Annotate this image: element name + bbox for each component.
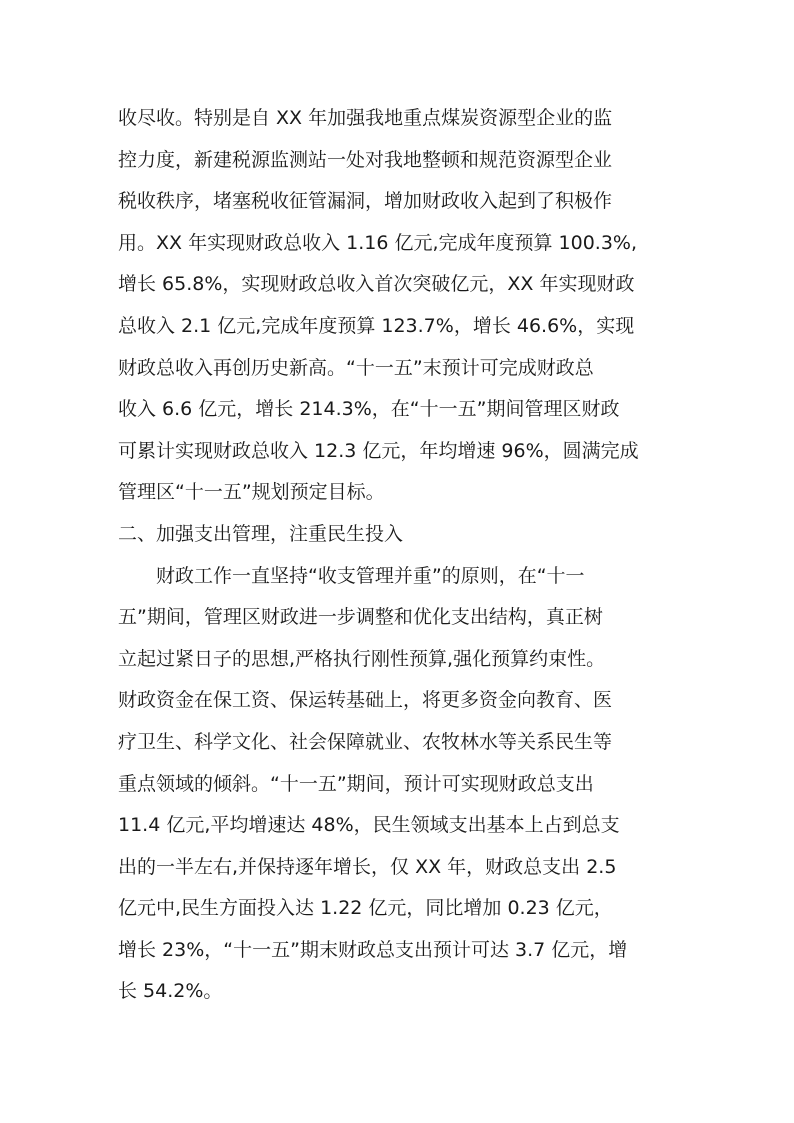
text-line: 财政工作一直坚持“收支管理并重”的原则，在“十一 [118, 564, 585, 587]
text-line: 财政资金在保工资、保运转基础上，将更多资金向教育、医 [118, 689, 613, 712]
text-line: 用。XX 年实现财政总收入 1.16 亿元,完成年度预算 100.3%, [118, 231, 638, 254]
text-line: 增长 23%，“十一五”期末财政总支出预计可达 3.7 亿元，增 [118, 938, 628, 961]
text-line: 疗卫生、科学文化、社会保障就业、农牧林水等关系民生等 [118, 730, 613, 753]
text-line: 出的一半左右,并保持逐年增长，仅 XX 年，财政总支出 2.5 [118, 855, 617, 878]
paragraph-expenditure [118, 556, 678, 1014]
text-line: 五”期间，管理区财政进一步调整和优化支出结构，真正树 [118, 606, 603, 629]
text-line: 立起过紧日子的思想,严格执行刚性预算,强化预算约束性。 [118, 647, 606, 670]
text-line: 收尽收。特别是自 XX 年加强我地重点煤炭资源型企业的监 [118, 107, 613, 129]
text-line: 总收入 2.1 亿元,完成年度预算 123.7%，增长 46.6%，实现 [118, 314, 635, 337]
document-body [118, 98, 678, 1013]
text-line: 控力度，新建税源监测站一处对我地整顿和规范资源型企业 [118, 148, 613, 171]
text-line: 重点领域的倾斜。“十一五”期间，预计可实现财政总支出 [118, 772, 594, 795]
paragraph-revenue [118, 98, 678, 514]
section-heading: 二、加强支出管理，注重民生投入 [118, 522, 404, 545]
text-line: 亿元中,民生方面投入达 1.22 亿元，同比增加 0.23 亿元， [118, 897, 613, 920]
text-line: 11.4 亿元,平均增速达 48%，民生领域支出基本上占到总支 [118, 814, 620, 837]
text-line: 管理区“十一五”规划预定目标。 [118, 481, 385, 504]
text-line: 可累计实现财政总收入 12.3 亿元，年均增速 96%，圆满完成 [118, 439, 639, 462]
text-line: 财政总收入再创历史新高。“十一五”末预计可完成财政总 [118, 356, 594, 379]
text-line: 税收秩序，堵塞税收征管漏洞，增加财政收入起到了积极作 [118, 190, 613, 213]
text-line: 收入 6.6 亿元，增长 214.3%，在“十一五”期间管理区财政 [118, 398, 620, 421]
text-line: 长 54.2%。 [118, 980, 223, 1003]
text-line: 增长 65.8%，实现财政总收入首次突破亿元，XX 年实现财政 [118, 273, 635, 296]
